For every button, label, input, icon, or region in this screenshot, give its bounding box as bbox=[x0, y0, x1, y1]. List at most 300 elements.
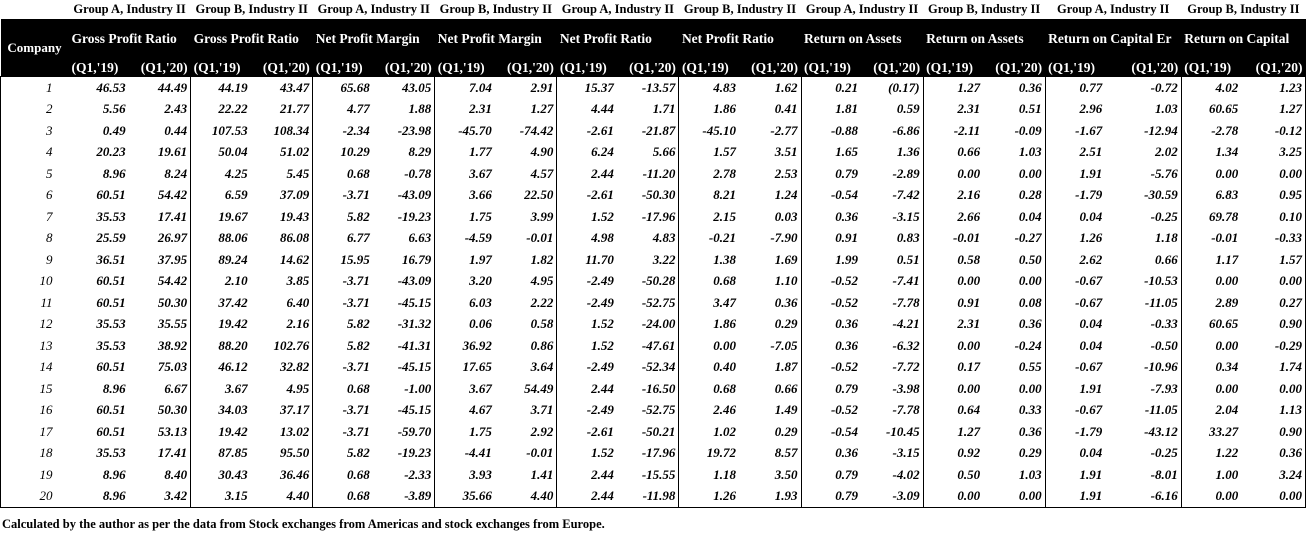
cell-value: 1.36 bbox=[861, 142, 923, 164]
cell-value: -0.78 bbox=[373, 163, 435, 185]
cell-value: 2.44 bbox=[557, 486, 617, 508]
period-header: (Q1,'19) bbox=[191, 59, 251, 77]
cell-value: 4.40 bbox=[251, 486, 313, 508]
metric-header: Net Profit Ratio bbox=[557, 19, 679, 59]
cell-value: 1.27 bbox=[495, 99, 557, 121]
cell-value: 0.00 bbox=[957, 380, 981, 396]
cell-value: 60.51 bbox=[96, 359, 126, 375]
cell-value: 46.12 bbox=[218, 359, 248, 375]
cell-value: -3.71 bbox=[342, 294, 370, 310]
cell-value: 0.00 bbox=[1215, 273, 1239, 289]
cell-value: 19.42 bbox=[218, 423, 248, 439]
cell-value: -0.67 bbox=[1075, 273, 1103, 289]
cell-value: 0.68 bbox=[313, 486, 373, 508]
cell-value: 0.36 bbox=[983, 421, 1045, 443]
cell-value: 5.82 bbox=[346, 445, 370, 461]
cell-value: 0.00 bbox=[1241, 486, 1305, 508]
cell-value: 2.78 bbox=[713, 165, 736, 181]
cell-value: 3.67 bbox=[469, 380, 492, 396]
cell-value: 0.00 bbox=[1215, 380, 1239, 396]
group-header-spacer bbox=[1, 0, 69, 19]
cell-value: 3.67 bbox=[469, 165, 492, 181]
cell-value: 0.27 bbox=[1241, 292, 1305, 314]
cell-value: 4.83 bbox=[617, 228, 679, 250]
cell-value: -45.10 bbox=[702, 122, 736, 138]
company-id: 15 bbox=[1, 378, 69, 400]
cell-value: 35.66 bbox=[435, 486, 495, 508]
cell-value: 0.00 bbox=[957, 273, 981, 289]
cell-value: 8.96 bbox=[102, 165, 126, 181]
cell-value: 0.21 bbox=[801, 77, 861, 99]
cell-value: 0.40 bbox=[713, 359, 736, 375]
cell-value: -2.33 bbox=[373, 464, 435, 486]
cell-value: -30.59 bbox=[1105, 185, 1181, 207]
cell-value: 0.10 bbox=[1241, 206, 1305, 228]
cell-value: 14.62 bbox=[251, 249, 313, 271]
cell-value: 1.57 bbox=[1241, 249, 1305, 271]
cell-value: 37.42 bbox=[218, 294, 248, 310]
table-row bbox=[1, 378, 1306, 400]
cell-value: -10.45 bbox=[861, 421, 923, 443]
cell-value: 21.77 bbox=[251, 99, 313, 121]
cell-value: 1.26 bbox=[1079, 230, 1103, 246]
cell-value: 1.99 bbox=[835, 251, 859, 267]
cell-value: 1.03 bbox=[983, 464, 1045, 486]
cell-value: -1.00 bbox=[373, 378, 435, 400]
cell-value: 0.90 bbox=[1241, 421, 1305, 443]
cell-value: 60.51 bbox=[96, 423, 126, 439]
cell-value: -0.67 bbox=[1075, 402, 1103, 418]
cell-value: 0.36 bbox=[835, 445, 859, 461]
cell-value: 2.46 bbox=[713, 402, 736, 418]
cell-value: -0.52 bbox=[830, 294, 859, 310]
cell-value: 16.79 bbox=[373, 249, 435, 271]
cell-value: 2.31 bbox=[469, 101, 492, 117]
cell-value: 4.57 bbox=[495, 163, 557, 185]
cell-value: -10.96 bbox=[1105, 357, 1181, 379]
cell-value: 1.86 bbox=[713, 316, 736, 332]
cell-value: 20.23 bbox=[96, 144, 126, 160]
cell-value: 1.27 bbox=[957, 423, 981, 439]
cell-value: 1.38 bbox=[713, 251, 736, 267]
cell-value: 0.36 bbox=[739, 292, 801, 314]
table-row bbox=[1, 464, 1306, 486]
cell-value: -43.12 bbox=[1105, 421, 1181, 443]
cell-value: 69.78 bbox=[1209, 208, 1239, 224]
company-id: 19 bbox=[1, 464, 69, 486]
cell-value: 1.65 bbox=[835, 144, 859, 160]
cell-value: -0.29 bbox=[1241, 335, 1305, 357]
cell-value: 0.91 bbox=[835, 230, 859, 246]
cell-value: 1.69 bbox=[739, 249, 801, 271]
cell-value: 30.43 bbox=[218, 466, 248, 482]
cell-value: -0.33 bbox=[1241, 228, 1305, 250]
table-row bbox=[1, 314, 1306, 336]
cell-value: -10.53 bbox=[1105, 271, 1181, 293]
cell-value: 33.27 bbox=[1209, 423, 1239, 439]
cell-value: 1.03 bbox=[1105, 99, 1181, 121]
cell-value: 4.67 bbox=[469, 402, 492, 418]
cell-value: 1.91 bbox=[1079, 466, 1103, 482]
period-header: (Q1,'19) bbox=[1045, 59, 1105, 77]
cell-value: 108.34 bbox=[251, 120, 313, 142]
cell-value: 2.31 bbox=[957, 101, 981, 117]
cell-value: 8.96 bbox=[69, 486, 129, 508]
group-header: Group A, Industry II bbox=[557, 0, 679, 19]
cell-value: 86.08 bbox=[251, 228, 313, 250]
cell-value: 7.04 bbox=[435, 77, 495, 99]
cell-value: -3.71 bbox=[342, 359, 370, 375]
cell-value: 22.22 bbox=[218, 101, 248, 117]
period-header-row bbox=[1, 59, 1306, 77]
cell-value: 60.65 bbox=[1209, 316, 1239, 332]
cell-value: 0.00 bbox=[1215, 165, 1239, 181]
cell-value: 1.27 bbox=[1241, 99, 1305, 121]
period-header: (Q1,'19) bbox=[313, 59, 373, 77]
cell-value: 0.58 bbox=[957, 251, 981, 267]
cell-value: 107.53 bbox=[211, 122, 248, 138]
cell-value: 1.93 bbox=[739, 486, 801, 508]
cell-value: 35.53 bbox=[96, 445, 126, 461]
cell-value: 1.81 bbox=[835, 101, 859, 117]
cell-value: 5.45 bbox=[251, 163, 313, 185]
cell-value: -7.93 bbox=[1105, 378, 1181, 400]
cell-value: 3.25 bbox=[1241, 142, 1305, 164]
cell-value: 2.66 bbox=[957, 208, 981, 224]
cell-value: -0.24 bbox=[983, 335, 1045, 357]
cell-value: 17.65 bbox=[462, 359, 492, 375]
cell-value: 1.22 bbox=[1215, 445, 1239, 461]
cell-value: 3.71 bbox=[495, 400, 557, 422]
cell-value: 0.66 bbox=[1105, 249, 1181, 271]
cell-value: 2.16 bbox=[251, 314, 313, 336]
cell-value: 4.25 bbox=[224, 165, 248, 181]
group-header-row bbox=[1, 0, 1306, 19]
cell-value: 0.00 bbox=[1215, 337, 1239, 353]
cell-value: 17.41 bbox=[129, 443, 191, 465]
cell-value: 0.36 bbox=[983, 77, 1045, 99]
cell-value: 0.90 bbox=[1241, 314, 1305, 336]
cell-value: 0.68 bbox=[346, 466, 370, 482]
metric-header: Gross Profit Ratio bbox=[69, 19, 191, 59]
cell-value: 8.96 bbox=[102, 380, 126, 396]
cell-value: 0.00 bbox=[713, 337, 736, 353]
cell-value: 1.03 bbox=[983, 142, 1045, 164]
cell-value: -0.54 bbox=[830, 423, 859, 439]
cell-value: -23.98 bbox=[373, 120, 435, 142]
cell-value: -7.42 bbox=[861, 185, 923, 207]
cell-value: -31.32 bbox=[373, 314, 435, 336]
company-id: 1 bbox=[1, 77, 69, 99]
cell-value: 1.23 bbox=[1241, 77, 1305, 99]
cell-value: 0.00 bbox=[983, 271, 1045, 293]
cell-value: 0.04 bbox=[983, 206, 1045, 228]
cell-value: 1.02 bbox=[713, 423, 736, 439]
cell-value: 0.91 bbox=[957, 294, 981, 310]
company-id: 13 bbox=[1, 335, 69, 357]
cell-value: 1.62 bbox=[739, 77, 801, 99]
cell-value: 15.95 bbox=[340, 251, 370, 267]
cell-value: -50.21 bbox=[617, 421, 679, 443]
cell-value: 0.41 bbox=[739, 99, 801, 121]
cell-value: 75.03 bbox=[129, 357, 191, 379]
cell-value: 8.24 bbox=[129, 163, 191, 185]
cell-value: 19.43 bbox=[251, 206, 313, 228]
cell-value: -0.09 bbox=[983, 120, 1045, 142]
group-header: Group B, Industry II bbox=[1181, 0, 1305, 19]
cell-value: 2.22 bbox=[495, 292, 557, 314]
cell-value: 65.68 bbox=[313, 77, 373, 99]
cell-value: -45.15 bbox=[373, 292, 435, 314]
period-header: (Q1,'20) bbox=[1105, 59, 1181, 77]
cell-value: 0.59 bbox=[861, 99, 923, 121]
cell-value: -2.61 bbox=[586, 187, 614, 203]
cell-value: 0.00 bbox=[957, 337, 981, 353]
cell-value: -45.15 bbox=[373, 357, 435, 379]
cell-value: 1.18 bbox=[713, 466, 736, 482]
cell-value: 22.50 bbox=[495, 185, 557, 207]
cell-value: 60.65 bbox=[1209, 101, 1239, 117]
cell-value: -0.67 bbox=[1075, 294, 1103, 310]
cell-value: -3.15 bbox=[861, 443, 923, 465]
cell-value: 1.71 bbox=[617, 99, 679, 121]
cell-value: 25.59 bbox=[96, 230, 126, 246]
cell-value: -24.00 bbox=[617, 314, 679, 336]
cell-value: -0.01 bbox=[1211, 230, 1239, 246]
cell-value: -4.59 bbox=[464, 230, 492, 246]
cell-value: 4.95 bbox=[251, 378, 313, 400]
cell-value: -0.25 bbox=[1105, 443, 1181, 465]
cell-value: 19.42 bbox=[218, 316, 248, 332]
cell-value: 0.66 bbox=[957, 144, 981, 160]
cell-value: -0.67 bbox=[1075, 359, 1103, 375]
cell-value: 10.29 bbox=[340, 144, 370, 160]
table-row bbox=[1, 77, 1306, 99]
cell-value: 4.02 bbox=[1181, 77, 1241, 99]
cell-value: -50.30 bbox=[617, 185, 679, 207]
cell-value: 0.68 bbox=[346, 380, 370, 396]
cell-value: 3.93 bbox=[469, 466, 492, 482]
cell-value: -2.89 bbox=[861, 163, 923, 185]
cell-value: -7.05 bbox=[739, 335, 801, 357]
cell-value: -0.72 bbox=[1105, 77, 1181, 99]
cell-value: -43.09 bbox=[373, 271, 435, 293]
cell-value: -17.96 bbox=[617, 206, 679, 228]
cell-value: 1.91 bbox=[1079, 165, 1103, 181]
cell-value: 2.16 bbox=[957, 187, 981, 203]
cell-value: 1.97 bbox=[469, 251, 492, 267]
company-id: 9 bbox=[1, 249, 69, 271]
cell-value: 35.55 bbox=[129, 314, 191, 336]
cell-value: 6.24 bbox=[591, 144, 614, 160]
period-header: (Q1,'19) bbox=[557, 59, 617, 77]
cell-value: -43.09 bbox=[373, 185, 435, 207]
cell-value: -7.41 bbox=[861, 271, 923, 293]
company-id: 16 bbox=[1, 400, 69, 422]
cell-value: -0.27 bbox=[983, 228, 1045, 250]
metric-header-row bbox=[1, 19, 1306, 59]
cell-value: 0.04 bbox=[1079, 208, 1103, 224]
cell-value: 35.53 bbox=[96, 208, 126, 224]
cell-value: 8.57 bbox=[739, 443, 801, 465]
period-header: (Q1,'20) bbox=[251, 59, 313, 77]
cell-value: 1.87 bbox=[739, 357, 801, 379]
cell-value: 0.50 bbox=[983, 249, 1045, 271]
period-header: (Q1,'19) bbox=[923, 59, 983, 77]
cell-value: -3.71 bbox=[342, 423, 370, 439]
table-body bbox=[1, 77, 1306, 508]
cell-value: 60.51 bbox=[96, 294, 126, 310]
table-row bbox=[1, 142, 1306, 164]
cell-value: 4.40 bbox=[495, 486, 557, 508]
cell-value: 0.00 bbox=[983, 378, 1045, 400]
cell-value: -52.75 bbox=[617, 292, 679, 314]
cell-value: 2.53 bbox=[739, 163, 801, 185]
cell-value: 0.68 bbox=[713, 380, 736, 396]
company-id: 5 bbox=[1, 163, 69, 185]
metric-header: Return on Capital Er bbox=[1045, 19, 1181, 59]
cell-value: 1.27 bbox=[923, 77, 983, 99]
table-row bbox=[1, 292, 1306, 314]
cell-value: 37.17 bbox=[251, 400, 313, 422]
table-row bbox=[1, 99, 1306, 121]
cell-value: 4.77 bbox=[346, 101, 370, 117]
cell-value: 0.04 bbox=[1079, 337, 1103, 353]
cell-value: 32.82 bbox=[251, 357, 313, 379]
cell-value: -3.71 bbox=[342, 273, 370, 289]
company-id: 14 bbox=[1, 357, 69, 379]
cell-value: 0.00 bbox=[957, 165, 981, 181]
cell-value: -2.78 bbox=[1211, 122, 1239, 138]
cell-value: 0.08 bbox=[983, 292, 1045, 314]
cell-value: 0.34 bbox=[1215, 359, 1239, 375]
cell-value: 95.50 bbox=[251, 443, 313, 465]
cell-value: 0.04 bbox=[1079, 316, 1103, 332]
footnote: Calculated by the author as per the data from Stock exchanges from Americas and stock exchanges from Europe. bbox=[2, 517, 605, 531]
cell-value: -6.16 bbox=[1105, 486, 1181, 508]
cell-value: -12.94 bbox=[1105, 120, 1181, 142]
cell-value: 2.02 bbox=[1105, 142, 1181, 164]
cell-value: 4.44 bbox=[591, 101, 614, 117]
period-header: (Q1,'20) bbox=[373, 59, 435, 77]
cell-value: 0.36 bbox=[835, 316, 859, 332]
company-id: 18 bbox=[1, 443, 69, 465]
group-header: Group A, Industry II bbox=[69, 0, 191, 19]
cell-value: 0.68 bbox=[713, 273, 736, 289]
cell-value: 60.51 bbox=[96, 187, 126, 203]
cell-value: 3.99 bbox=[495, 206, 557, 228]
cell-value: 0.79 bbox=[835, 380, 859, 396]
cell-value: 0.00 bbox=[923, 486, 983, 508]
cell-value: 50.30 bbox=[129, 292, 191, 314]
cell-value: 1.91 bbox=[1045, 486, 1105, 508]
cell-value: 3.85 bbox=[251, 271, 313, 293]
group-header: Group B, Industry II bbox=[435, 0, 557, 19]
cell-value: 2.44 bbox=[591, 165, 614, 181]
cell-value: 1.75 bbox=[469, 423, 492, 439]
cell-value: 0.00 bbox=[983, 163, 1045, 185]
cell-value: 2.15 bbox=[713, 208, 736, 224]
cell-value: -13.57 bbox=[617, 77, 679, 99]
cell-value: 0.36 bbox=[835, 337, 859, 353]
cell-value: 1.26 bbox=[679, 486, 739, 508]
cell-value: -2.49 bbox=[586, 402, 614, 418]
cell-value: -0.52 bbox=[830, 402, 859, 418]
cell-value: -6.86 bbox=[861, 120, 923, 142]
company-id: 12 bbox=[1, 314, 69, 336]
period-header: (Q1,'20) bbox=[983, 59, 1045, 77]
cell-value: 4.95 bbox=[495, 271, 557, 293]
cell-value: 6.40 bbox=[251, 292, 313, 314]
cell-value: 0.29 bbox=[983, 443, 1045, 465]
cell-value: 19.72 bbox=[706, 445, 736, 461]
cell-value: 0.36 bbox=[835, 208, 859, 224]
cell-value: -45.15 bbox=[373, 400, 435, 422]
cell-value: 5.56 bbox=[102, 101, 126, 117]
cell-value: 0.49 bbox=[102, 122, 126, 138]
cell-value: -0.21 bbox=[708, 230, 736, 246]
cell-value: 60.51 bbox=[96, 402, 126, 418]
cell-value: 44.19 bbox=[191, 77, 251, 99]
cell-value: 2.10 bbox=[224, 273, 248, 289]
cell-value: 1.77 bbox=[469, 144, 492, 160]
cell-value: -3.98 bbox=[861, 378, 923, 400]
group-header: Group A, Industry II bbox=[313, 0, 435, 19]
company-id: 8 bbox=[1, 228, 69, 250]
cell-value: -2.77 bbox=[739, 120, 801, 142]
cell-value: 11.70 bbox=[585, 251, 614, 267]
cell-value: 8.96 bbox=[102, 466, 126, 482]
cell-value: 3.50 bbox=[739, 464, 801, 486]
cell-value: 50.04 bbox=[218, 144, 248, 160]
period-header: (Q1,'19) bbox=[1181, 59, 1241, 77]
cell-value: 3.24 bbox=[1241, 464, 1305, 486]
cell-value: 54.42 bbox=[129, 185, 191, 207]
cell-value: -2.34 bbox=[342, 122, 370, 138]
cell-value: -5.76 bbox=[1105, 163, 1181, 185]
cell-value: 54.42 bbox=[129, 271, 191, 293]
cell-value: -7.90 bbox=[739, 228, 801, 250]
cell-value: 8.21 bbox=[713, 187, 736, 203]
table-row bbox=[1, 271, 1306, 293]
cell-value: -19.23 bbox=[373, 206, 435, 228]
cell-value: 1.86 bbox=[713, 101, 736, 117]
cell-value: -52.34 bbox=[617, 357, 679, 379]
cell-value: 1.49 bbox=[739, 400, 801, 422]
table-row bbox=[1, 421, 1306, 443]
cell-value: 4.90 bbox=[495, 142, 557, 164]
cell-value: 19.67 bbox=[218, 208, 248, 224]
company-id: 4 bbox=[1, 142, 69, 164]
cell-value: 0.83 bbox=[861, 228, 923, 250]
company-id: 17 bbox=[1, 421, 69, 443]
cell-value: -15.55 bbox=[617, 464, 679, 486]
cell-value: 1.10 bbox=[739, 271, 801, 293]
group-header: Group B, Industry II bbox=[191, 0, 313, 19]
cell-value: 0.51 bbox=[861, 249, 923, 271]
cell-value: 0.29 bbox=[739, 314, 801, 336]
cell-value: 0.03 bbox=[739, 206, 801, 228]
group-header: Group B, Industry II bbox=[923, 0, 1045, 19]
cell-value: 5.66 bbox=[617, 142, 679, 164]
cell-value: 0.04 bbox=[1079, 445, 1103, 461]
cell-value: -45.70 bbox=[458, 122, 492, 138]
cell-value: 1.34 bbox=[1215, 144, 1239, 160]
cell-value: -11.05 bbox=[1105, 400, 1181, 422]
cell-value: 3.15 bbox=[191, 486, 251, 508]
cell-value: 0.28 bbox=[983, 185, 1045, 207]
cell-value: 2.62 bbox=[1079, 251, 1103, 267]
